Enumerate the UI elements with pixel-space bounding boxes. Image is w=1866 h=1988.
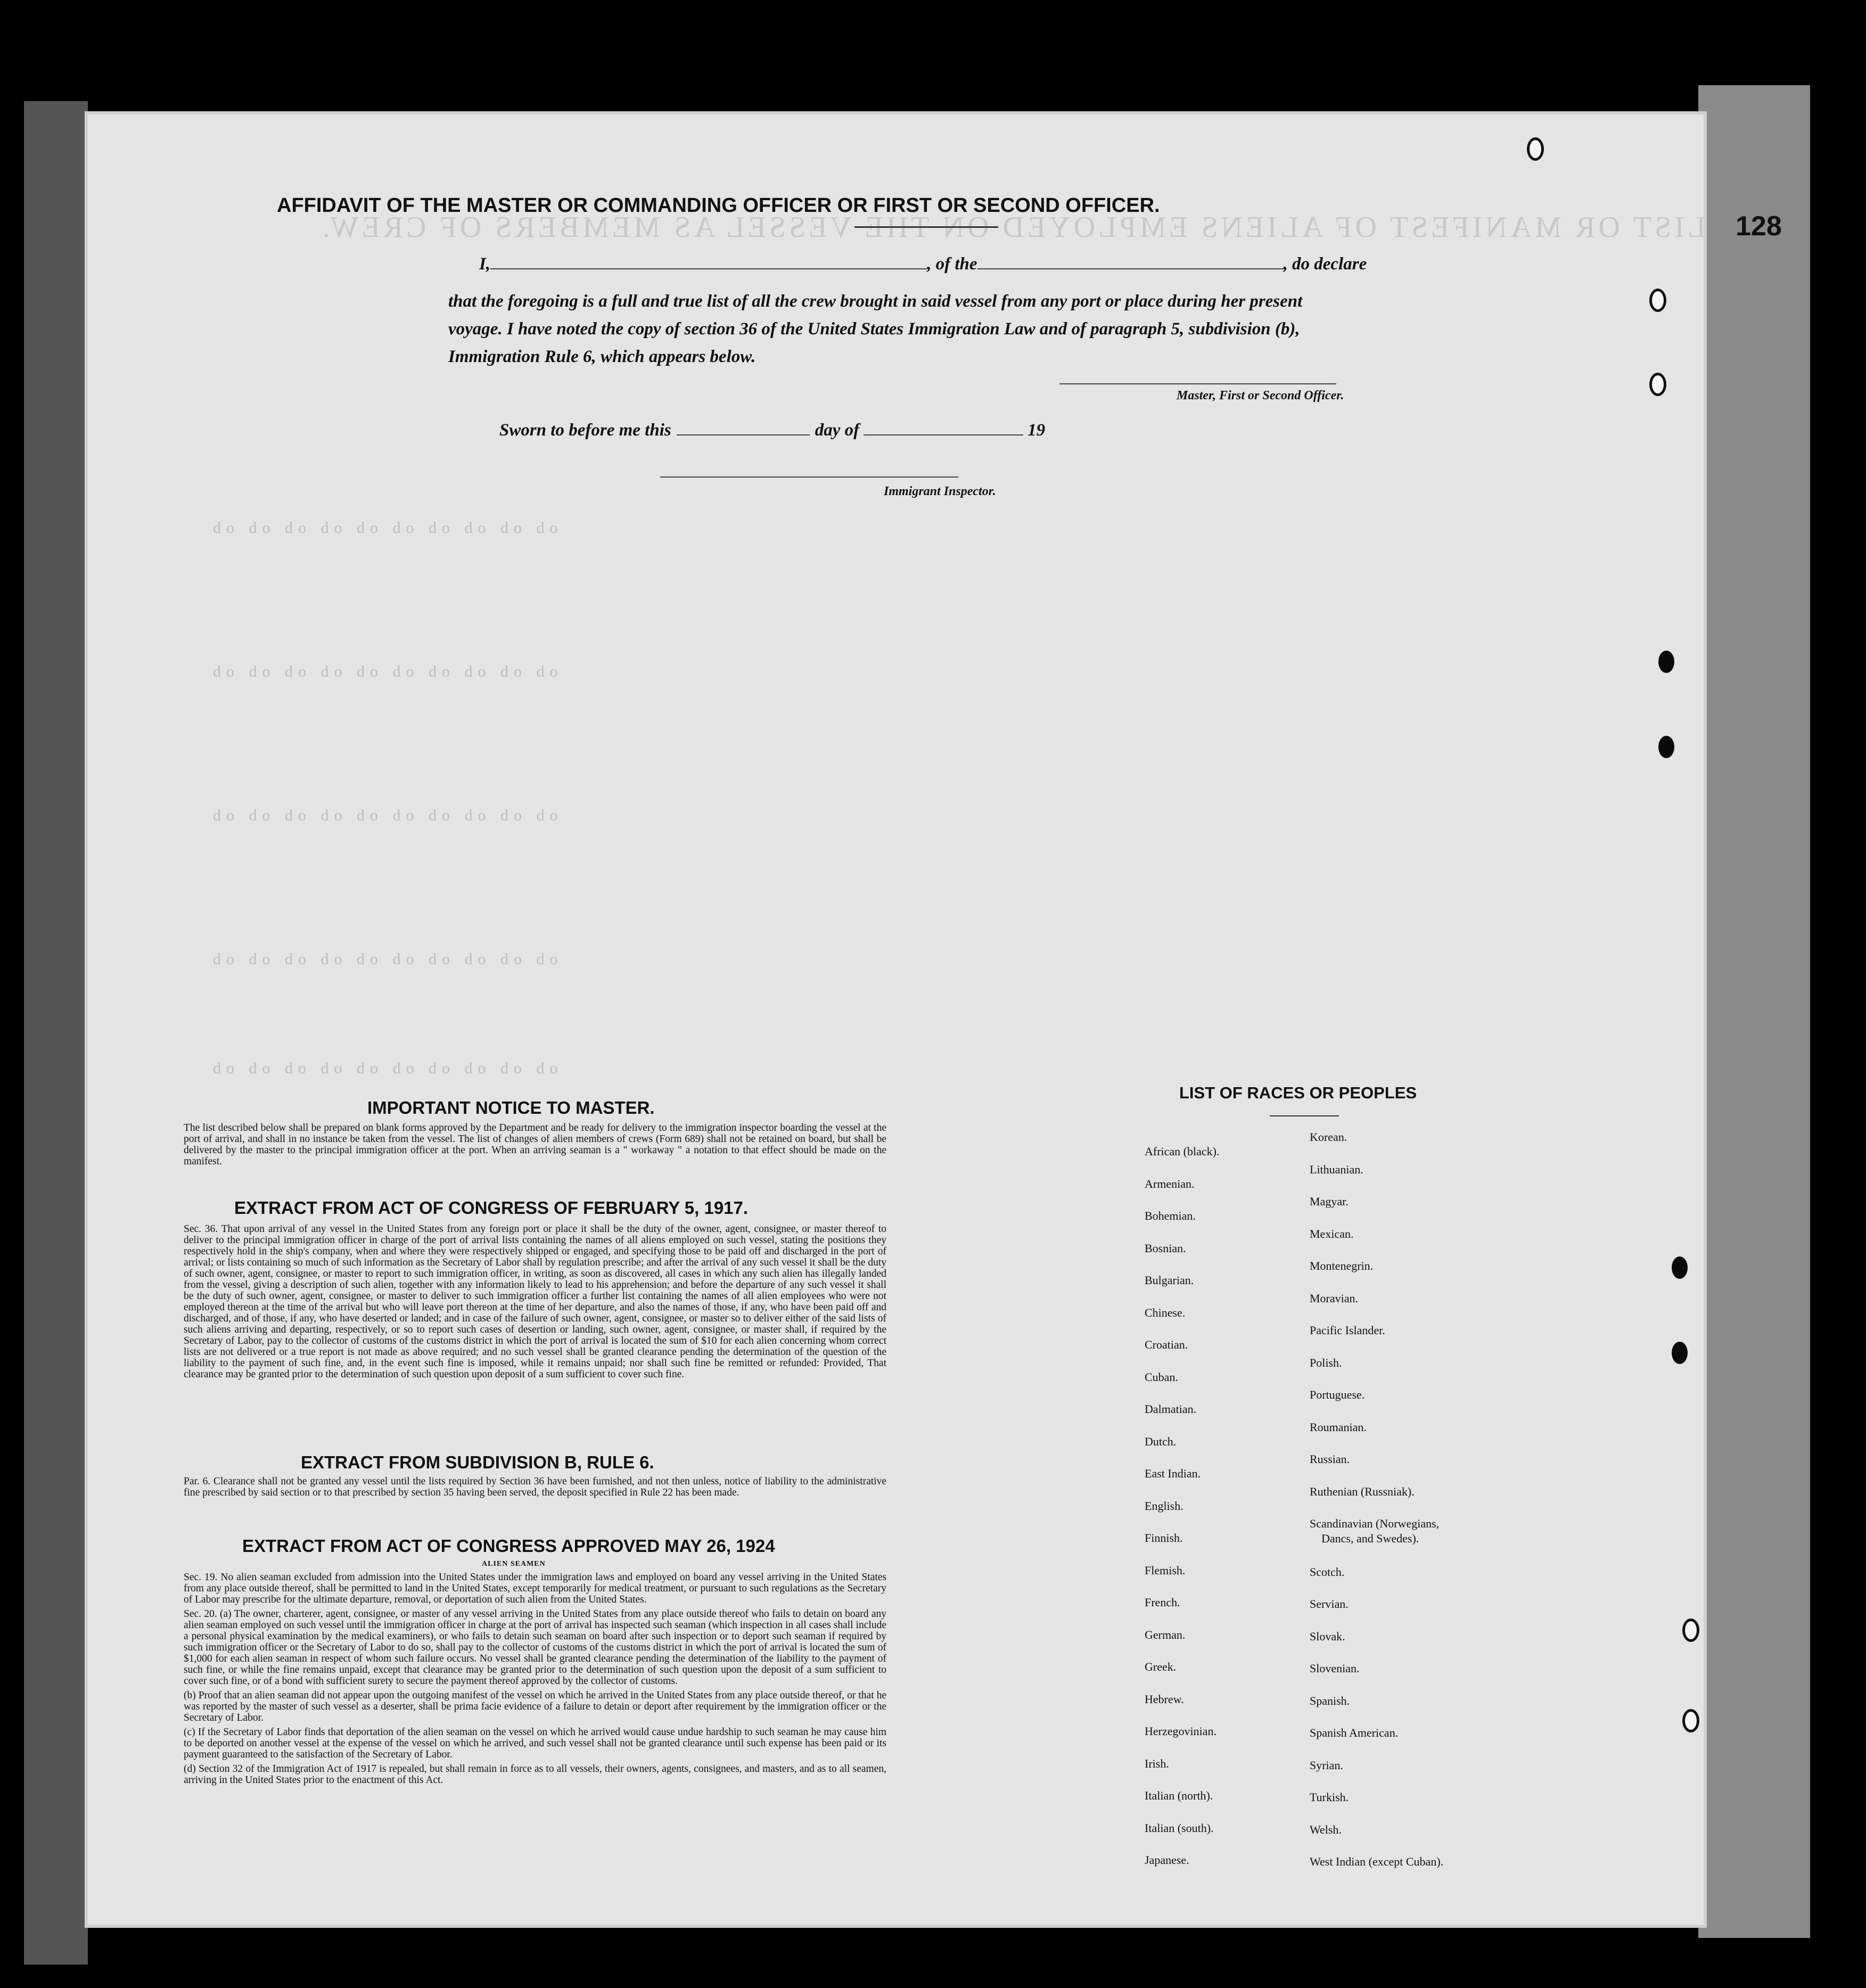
- inspector-label: Immigrant Inspector.: [884, 484, 996, 498]
- punch-hole: [1658, 736, 1674, 758]
- sworn-year: 19: [1027, 421, 1046, 440]
- punch-hole: [1649, 289, 1666, 312]
- affidavit-line-2: that the foregoing is a full and true list of all the crew brought in said vessel from any port or place during her present: [448, 292, 1303, 311]
- extract-1924-sec20a: Sec. 20. (a) The owner, charterer, agent, consignee, or master of any vessel arriving in the United States from any place outside thereof who fails to detain on board any alien seaman employed on such vessel until the immigration officer in charge at the port of arrival has inspected such seaman (which inspection in all cases shall include a personal physical examination by the medical examiners), or who fails to detain such seaman on board after such inspection or to deport such seaman if required by such immigration officer or the Secretary of Labor to do so, shall pay to the collector of customs of the customs district in which the port of arrival is located the sum of $1,000 for each alien seaman in respect of whom such failure occurs. No vessel shall be granted clearance pending the determination of the liability to the payment of such fine, or while the fine remains unpaid, except that clearance may be granted prior to the determination of such question upon the deposit of a sum sufficient to cover such fine, or of a bond with sufficient surety to secure the payment thereof approved by the collector of customs.: [184, 1608, 886, 1687]
- punch-hole: [1658, 651, 1674, 673]
- race-item: German.: [1145, 1628, 1186, 1641]
- extract-1924-title: EXTRACT FROM ACT OF CONGRESS APPROVED MAY 26, 1924: [242, 1536, 775, 1556]
- affidavit-of-the: , of the: [927, 254, 977, 274]
- affidavit-declare: , do declare: [1283, 254, 1367, 274]
- race-item: Ruthenian (Russniak).: [1310, 1484, 1415, 1498]
- race-item: Croatian.: [1145, 1338, 1188, 1351]
- race-item: English.: [1145, 1499, 1183, 1513]
- sworn-date-blank[interactable]: [677, 434, 810, 436]
- race-item: Mexican.: [1310, 1227, 1354, 1241]
- race-item: Italian (south).: [1145, 1821, 1214, 1835]
- sworn-day-of: day of: [815, 421, 860, 440]
- race-item: Greek.: [1145, 1660, 1177, 1673]
- race-item: Lithuanian.: [1310, 1162, 1363, 1176]
- punch-hole: [1672, 1256, 1688, 1279]
- race-item: Slovak.: [1310, 1629, 1345, 1643]
- bleed-through-row: do do do do do do do do do do: [213, 663, 563, 680]
- name-blank[interactable]: [490, 268, 927, 269]
- race-item: Spanish American.: [1310, 1726, 1399, 1739]
- race-item: Scotch.: [1310, 1565, 1345, 1579]
- race-item: Herzegovinian.: [1145, 1724, 1216, 1738]
- race-item: Polish.: [1310, 1356, 1342, 1369]
- race-item: African (black).: [1145, 1145, 1220, 1158]
- affidavit-line-1: [479, 254, 1367, 274]
- bleed-through-heading: LIST OR MANIFEST OF ALIENS EMPLOYED ON THE VESSEL AS MEMBERS OF CREW.: [319, 211, 1706, 244]
- races-title: LIST OF RACES OR PEOPLES: [1179, 1083, 1417, 1102]
- punch-hole: [1682, 1709, 1699, 1732]
- race-item: Dalmatian.: [1145, 1402, 1197, 1416]
- race-item: Magyar.: [1310, 1195, 1349, 1208]
- title-underline: [854, 226, 998, 228]
- inspector-signature-line[interactable]: [660, 477, 958, 478]
- master-label: Master, First or Second Officer.: [1177, 389, 1344, 402]
- extract-1924-sec19: Sec. 19. No alien seaman excluded from admission into the United States under the immigration laws and employed on board any vessel arriving in the United States from any place outside thereof, shall be permitted to land in the United States, except temporarily for medical treatment, or pursuant to such regulations as the Secretary of Labor may prescribe for the ultimate departure, removal, or deportation of such alien from the United States.: [184, 1572, 886, 1605]
- race-item: Roumanian.: [1310, 1420, 1367, 1434]
- race-item: East Indian.: [1145, 1467, 1201, 1480]
- race-item: Finnish.: [1145, 1531, 1183, 1545]
- extract-rule6-text: Par. 6. Clearance shall not be granted any vessel until the lists required by Section 36 have been furnished, and not then unless, notice of liability to the administrative fine prescribed by said section or to that prescribed by section 35 having been served, the deposit specified in Rule 22 has been made.: [184, 1476, 886, 1498]
- bleed-through-row: do do do do do do do do do do: [213, 950, 563, 968]
- underlying-page-edge: [1698, 85, 1810, 1938]
- race-item: Armenian.: [1145, 1177, 1195, 1190]
- race-item: Scandinavian (Norwegians,: [1310, 1517, 1440, 1530]
- race-item: Moravian.: [1310, 1291, 1359, 1305]
- punch-hole: [1672, 1342, 1688, 1364]
- race-item: Bosnian.: [1145, 1241, 1186, 1255]
- page-number: 128: [1736, 211, 1782, 242]
- extract-rule6-title: EXTRACT FROM SUBDIVISION B, RULE 6.: [301, 1452, 654, 1472]
- race-item: Korean.: [1310, 1130, 1347, 1144]
- race-item: Spanish.: [1310, 1694, 1350, 1707]
- master-signature-line[interactable]: [1059, 383, 1336, 384]
- vessel-blank[interactable]: [977, 268, 1284, 269]
- race-item: Portuguese.: [1310, 1388, 1365, 1401]
- race-item: Chinese.: [1145, 1305, 1186, 1319]
- race-item: Italian (north).: [1145, 1789, 1213, 1802]
- race-item: Slovenian.: [1310, 1662, 1360, 1675]
- sworn-line: [499, 421, 1045, 440]
- race-item: Flemish.: [1145, 1563, 1186, 1577]
- sworn-month-blank[interactable]: [864, 434, 1023, 436]
- race-item: Dutch.: [1145, 1434, 1177, 1448]
- race-item: Hebrew.: [1145, 1692, 1184, 1706]
- extract-1924-sec20c: (c) If the Secretary of Labor finds that deportation of the alien seaman on the vessel on which he arrived would cause undue hardship to such seaman he may cause him to be deported on another vessel at the expense of the vessel on which he arrived, and such vessel shall not be granted clearance until such expense has been paid or its payment guaranteed to the satisfaction of the Secretary of Labor.: [184, 1727, 886, 1760]
- punch-hole: [1649, 373, 1666, 396]
- race-item: Pacific Islander.: [1310, 1324, 1385, 1337]
- race-item: Japanese.: [1145, 1853, 1189, 1867]
- race-item: Servian.: [1310, 1597, 1349, 1611]
- affidavit-line-3: voyage. I have noted the copy of section 36 of the United States Immigration Law and of paragraph 5, subdivision (b),: [448, 319, 1300, 339]
- race-item: Welsh.: [1310, 1822, 1342, 1836]
- race-item: Russian.: [1310, 1452, 1350, 1466]
- affidavit-line-4: Immigration Rule 6, which appears below.: [448, 347, 756, 366]
- extract-1924-sec20b: (b) Proof that an alien seaman did not appear upon the outgoing manifest of the vessel on which he arrived in the United States from any place outside thereof, or that he was reported by the master of such vessel as a deserter, shall be prima facie evidence of a failure to detain or deport after requirement by the immigration officer or the Secretary of Labor.: [184, 1690, 886, 1723]
- notice-text: The list described below shall be prepared on blank forms approved by the Department and be ready for delivery to the immigration inspector boarding the vessel at the port of arrival, and shall in no instance be taken from the vessel. The list of changes of alien members of crews (Form 689) shall not be retained on board, but shall be delivered by the master to the principal immigration officer at the port. When an arriving seaman is a " workaway " a notation to that effect should be made on the manifest.: [184, 1122, 886, 1167]
- race-item: West Indian (except Cuban).: [1310, 1855, 1444, 1868]
- race-item: Dancs, and Swedes).: [1321, 1532, 1419, 1545]
- affidavit-title: AFFIDAVIT OF THE MASTER OR COMMANDING OFFICER OR FIRST OR SECOND OFFICER.: [277, 194, 1160, 217]
- race-item: Montenegrin.: [1310, 1259, 1374, 1272]
- punch-hole: [1527, 137, 1544, 161]
- race-item: Irish.: [1145, 1756, 1169, 1770]
- punch-hole: [1682, 1619, 1699, 1642]
- race-item: Turkish.: [1310, 1790, 1349, 1804]
- bleed-through-row: do do do do do do do do do do: [213, 1059, 563, 1077]
- race-item: Cuban.: [1145, 1370, 1178, 1384]
- extract-1924-sec20d: (d) Section 32 of the Immigration Act of 1917 is repealed, but shall remain in force as to all vessels, their owners, agents, consignees, and masters, and as to all seamen, arriving in the United States prior to the enactment of this Act.: [184, 1763, 886, 1786]
- race-item: French.: [1145, 1596, 1180, 1609]
- race-item: Bulgarian.: [1145, 1274, 1194, 1287]
- extract-1917-text: Sec. 36. That upon arrival of any vessel in the United States from any foreign port or place it shall be the duty of the owner, agent, consignee, or master thereof to deliver to the principal immigration officer in charge of the port of arrival lists containing the names of all aliens employed on such vessel, stating the positions they respectively hold in the ship's company, when and where they were respectively shipped or engaged, and specifying those to be paid off and discharged in the port of arrival; or lists containing so much of such information as the Secretary of Labor shall by regulation prescribe; and after the arrival of any such vessel it shall be the duty of such owner, agent, consignee, or master to report to such immigration officer, in writing, as soon as discovered, all cases in which any such alien has illegally landed from the vessel, giving a description of such alien, together with any information likely to lead to his apprehension; and before the departure of any such vessel it shall be the duty of such owner, agent, consignee, or master to deliver to such immigration officer a further list containing the names of all alien employees who were not employed thereon at the time of the arrival but who will leave port thereon at the time of her departure, and also the names of those, if any, who have been paid off and discharged, and of those, if any, who have deserted or landed; and in case of the failure of such owner, agent, consignee, or master so to deliver either of the said lists of such aliens arriving and departing, respectively, or so to report such cases of desertion or landing, such owner, agent, consignee, or master shall, if required by the Secretary of Labor, pay to the collector of customs of the customs district in which the port of arrival is located the sum of $10 for each alien concerning whom correct lists are not delivered or a true report is not made as above required; and no such vessel shall be granted clearance pending the determination of the question of the liability to the payment of such fine, and, in the event such fine is imposed, while it remains unpaid; nor shall such fine be remitted or refunded: Provided, That clearance may be granted prior to the determination of such question upon deposit of a sum sufficient to cover such fine.: [184, 1223, 886, 1380]
- race-item: Syrian.: [1310, 1758, 1343, 1772]
- extract-1917-title: EXTRACT FROM ACT OF CONGRESS OF FEBRUARY 5, 1917.: [234, 1198, 749, 1218]
- sworn-prefix: Sworn to before me this: [499, 421, 671, 440]
- adjacent-page-edge: [24, 101, 88, 1965]
- bleed-through-row: do do do do do do do do do do: [213, 807, 563, 824]
- race-item: Bohemian.: [1145, 1209, 1196, 1222]
- extract-1924-text: [184, 1572, 886, 1789]
- extract-1924-subtitle: ALIEN SEAMEN: [482, 1560, 546, 1568]
- notice-title: IMPORTANT NOTICE TO MASTER.: [367, 1098, 655, 1118]
- affidavit-i: I,: [479, 254, 491, 274]
- bleed-through-row: do do do do do do do do do do: [213, 519, 563, 537]
- races-title-underline: [1270, 1115, 1339, 1116]
